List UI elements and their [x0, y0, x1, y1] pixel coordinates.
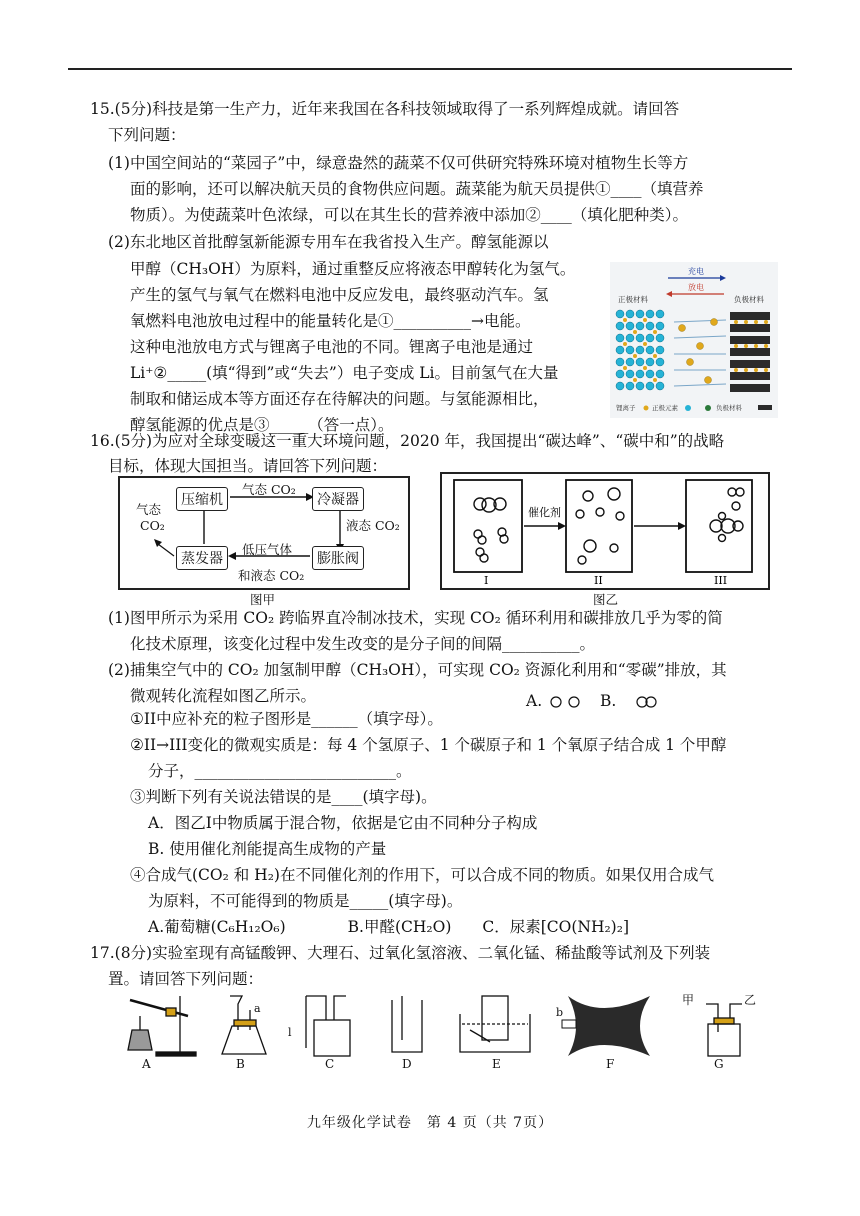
valve-node: 膨胀阀: [312, 546, 364, 570]
battery-pos-label: 正极材料: [618, 295, 648, 304]
q15-p2-line5: 这种电池放电方式与锂离子电池的不同。锂离子电池是通过: [130, 338, 534, 356]
svg-text:a: a: [254, 1002, 261, 1015]
svg-text:C: C: [325, 1057, 335, 1070]
svg-text:l: l: [288, 1026, 292, 1039]
option-b-molecule: [632, 694, 668, 710]
apparatus-e: [460, 996, 530, 1052]
q15-p1-line3: 物质）。为使蔬菜叶色浓绿，可以在其生长的营养液中添加②____（填化肥种类）。: [130, 206, 689, 224]
q15-p1-line1: (1)中国空间站的“菜园子”中，绿意盎然的蔬菜不仅可供研究特殊环境对植物生长等方: [108, 154, 689, 172]
q15-p2-line4: 氧燃料电池放电过程中的能量转化是①__________→电能。: [130, 312, 531, 330]
option-a-atoms: [548, 694, 588, 710]
svg-text:II: II: [594, 574, 603, 587]
svg-text:负极材料: 负极材料: [716, 404, 742, 412]
svg-text:A: A: [142, 1057, 151, 1070]
q16-c2-line2: 分子，__________________________。: [148, 762, 412, 780]
q15-p2-line3: 产生的氢气与氧气在燃料电池中反应发电，最终驱动汽车。氢: [130, 286, 549, 304]
q16-c4-line2: 为原料，不可能得到的物质是_____(填字母)。: [148, 892, 463, 910]
svg-text:G: G: [714, 1057, 724, 1070]
low-pressure-label: 低压气体: [242, 542, 293, 557]
q15-p1-line2: 面的影响，还可以解决航天员的食物供应问题。蔬菜能为航天员提供①____（填营养: [130, 180, 704, 198]
svg-text:乙: 乙: [744, 993, 757, 1007]
atoms-II: [576, 488, 624, 564]
svg-text:b: b: [556, 1006, 564, 1019]
option-a-label: A.: [526, 692, 543, 710]
apparatus-d: [392, 996, 422, 1052]
negative-layers: [730, 312, 770, 392]
battery-discharge-label: 放电: [688, 283, 704, 292]
and-liquid-label: 和液态 CO₂: [238, 568, 305, 583]
q17-heading-cont: 置。请回答下列问题：: [108, 970, 264, 988]
figure-yi-caption: 图乙: [593, 592, 619, 607]
figure-jia-caption: 图甲: [250, 592, 276, 607]
q16-heading-cont: 目标，体现大国担当。请回答下列问题：: [108, 457, 388, 475]
top-rule: [68, 68, 792, 70]
svg-text:正极元素: 正极元素: [652, 404, 678, 412]
gas-co2-label: 气态 CO₂: [242, 482, 296, 497]
svg-text:III: III: [714, 574, 728, 587]
q16-c4-options: A.葡萄糖(C₆H₁₂O₆) B.甲醛(CH₂O) C．尿素[CO(NH₂)₂]: [148, 918, 629, 936]
liquid-co2-label: 液态 CO₂: [346, 518, 400, 533]
compressor-node: 压缩机: [176, 487, 228, 511]
q15-p2-line6: Li⁺②_____(填“得到”或“失去”）电子变成 Li。目前氢气在大量: [130, 364, 559, 382]
apparatus-f: [562, 996, 650, 1056]
q16-c2-line1: ②II→III变化的微观实质是：每 4 个氢原子、1 个碳原子和 1 个氧原子结合成 1 个甲醇: [130, 736, 727, 754]
q15-p2-line7: 制取和储运成本等方面还存在待解决的问题。与氢能源相比，: [130, 390, 549, 408]
lithium-battery-figure: [610, 262, 778, 418]
gaseous-co2-label: CO₂: [140, 518, 165, 533]
svg-text:锂离子: 锂离子: [616, 404, 636, 412]
q15-p2-line2: 甲醇（CH₃OH）为原料，通过重整反应将液态甲醇转化为氢气。: [130, 260, 576, 278]
q16-c3-optB: B. 使用催化剂能提高生成物的产量: [148, 840, 387, 858]
q16-s2-line1: (2)捕集空气中的 CO₂ 加氢制甲醇（CH₃OH），可实现 CO₂ 资源化利用和“零碳”排放，其: [108, 661, 727, 679]
q15-heading: 15.(5分)科技是第一生产力，近年来我国在各科技领域取得了一系列辉煌成就。请回答: [90, 100, 680, 118]
q16-c3: ③判断下列有关说法错误的是____(填字母)。: [130, 788, 437, 806]
page-footer: 九年级化学试卷 第 4 页（共 7页）: [306, 1115, 554, 1131]
q16-s1-line1: (1)图甲所示为采用 CO₂ 跨临界直冷制冰技术，实现 CO₂ 循环利用和碳排放几乎为零的简: [108, 609, 723, 627]
apparatus-g: [706, 1004, 742, 1056]
q16-c3-optA: A．图乙I中物质属于混合物，依据是它由不同种分子构成: [148, 814, 538, 832]
q16-s2-line2: 微观转化流程如图乙所示。: [130, 687, 317, 705]
q16-heading: 16.(5分)为应对全球变暖这一重大环境问题，2020 年，我国提出“碳达峰”、“碳中和”的战略: [90, 432, 725, 450]
svg-text:I: I: [484, 574, 489, 587]
option-b-label: B.: [600, 692, 617, 710]
q17-heading: 17.(8分)实验室现有高锰酸钾、大理石、过氧化氢溶液、二氧化锰、稀盐酸等试剂及下列装: [90, 944, 711, 962]
q16-c4-line1: ④合成气(CO₂ 和 H₂)在不同催化剂的作用下，可以合成不同的物质。如果仅用合成气: [130, 866, 714, 884]
svg-text:B: B: [236, 1057, 245, 1070]
svg-text:催化剂: 催化剂: [528, 506, 561, 519]
q16-c1: ①II中应补充的粒子图形是______（填字母）。: [130, 710, 443, 728]
apparatus-c: [306, 996, 350, 1056]
svg-text:D: D: [402, 1057, 412, 1070]
molecules-III: [710, 488, 744, 542]
q15-p2-line1: (2)东北地区首批醇氢新能源专用车在我省投入生产。醇氢能源以: [108, 233, 549, 251]
figure-yi-diagram: [440, 472, 770, 590]
molecules-I: [474, 498, 508, 562]
condenser-node: 冷凝器: [312, 487, 364, 511]
svg-text:甲: 甲: [682, 993, 695, 1007]
q15-p2-line8: 醇氢能源的优点是③_____（答一点）。: [130, 416, 394, 434]
gaseous-label: 气态: [136, 502, 162, 517]
q15-heading-cont: 下列问题：: [108, 126, 186, 144]
svg-text:F: F: [606, 1057, 615, 1070]
lab-apparatus-row: [110, 990, 770, 1070]
battery-neg-label: 负极材料: [734, 295, 764, 304]
svg-text:E: E: [492, 1057, 501, 1070]
q16-s1-line2: 化技术原理，该变化过程中发生改变的是分子间的间隔__________。: [130, 635, 596, 653]
battery-charge-label: 充电: [688, 267, 704, 276]
apparatus-a: [128, 996, 196, 1056]
evaporator-node: 蒸发器: [176, 546, 228, 570]
